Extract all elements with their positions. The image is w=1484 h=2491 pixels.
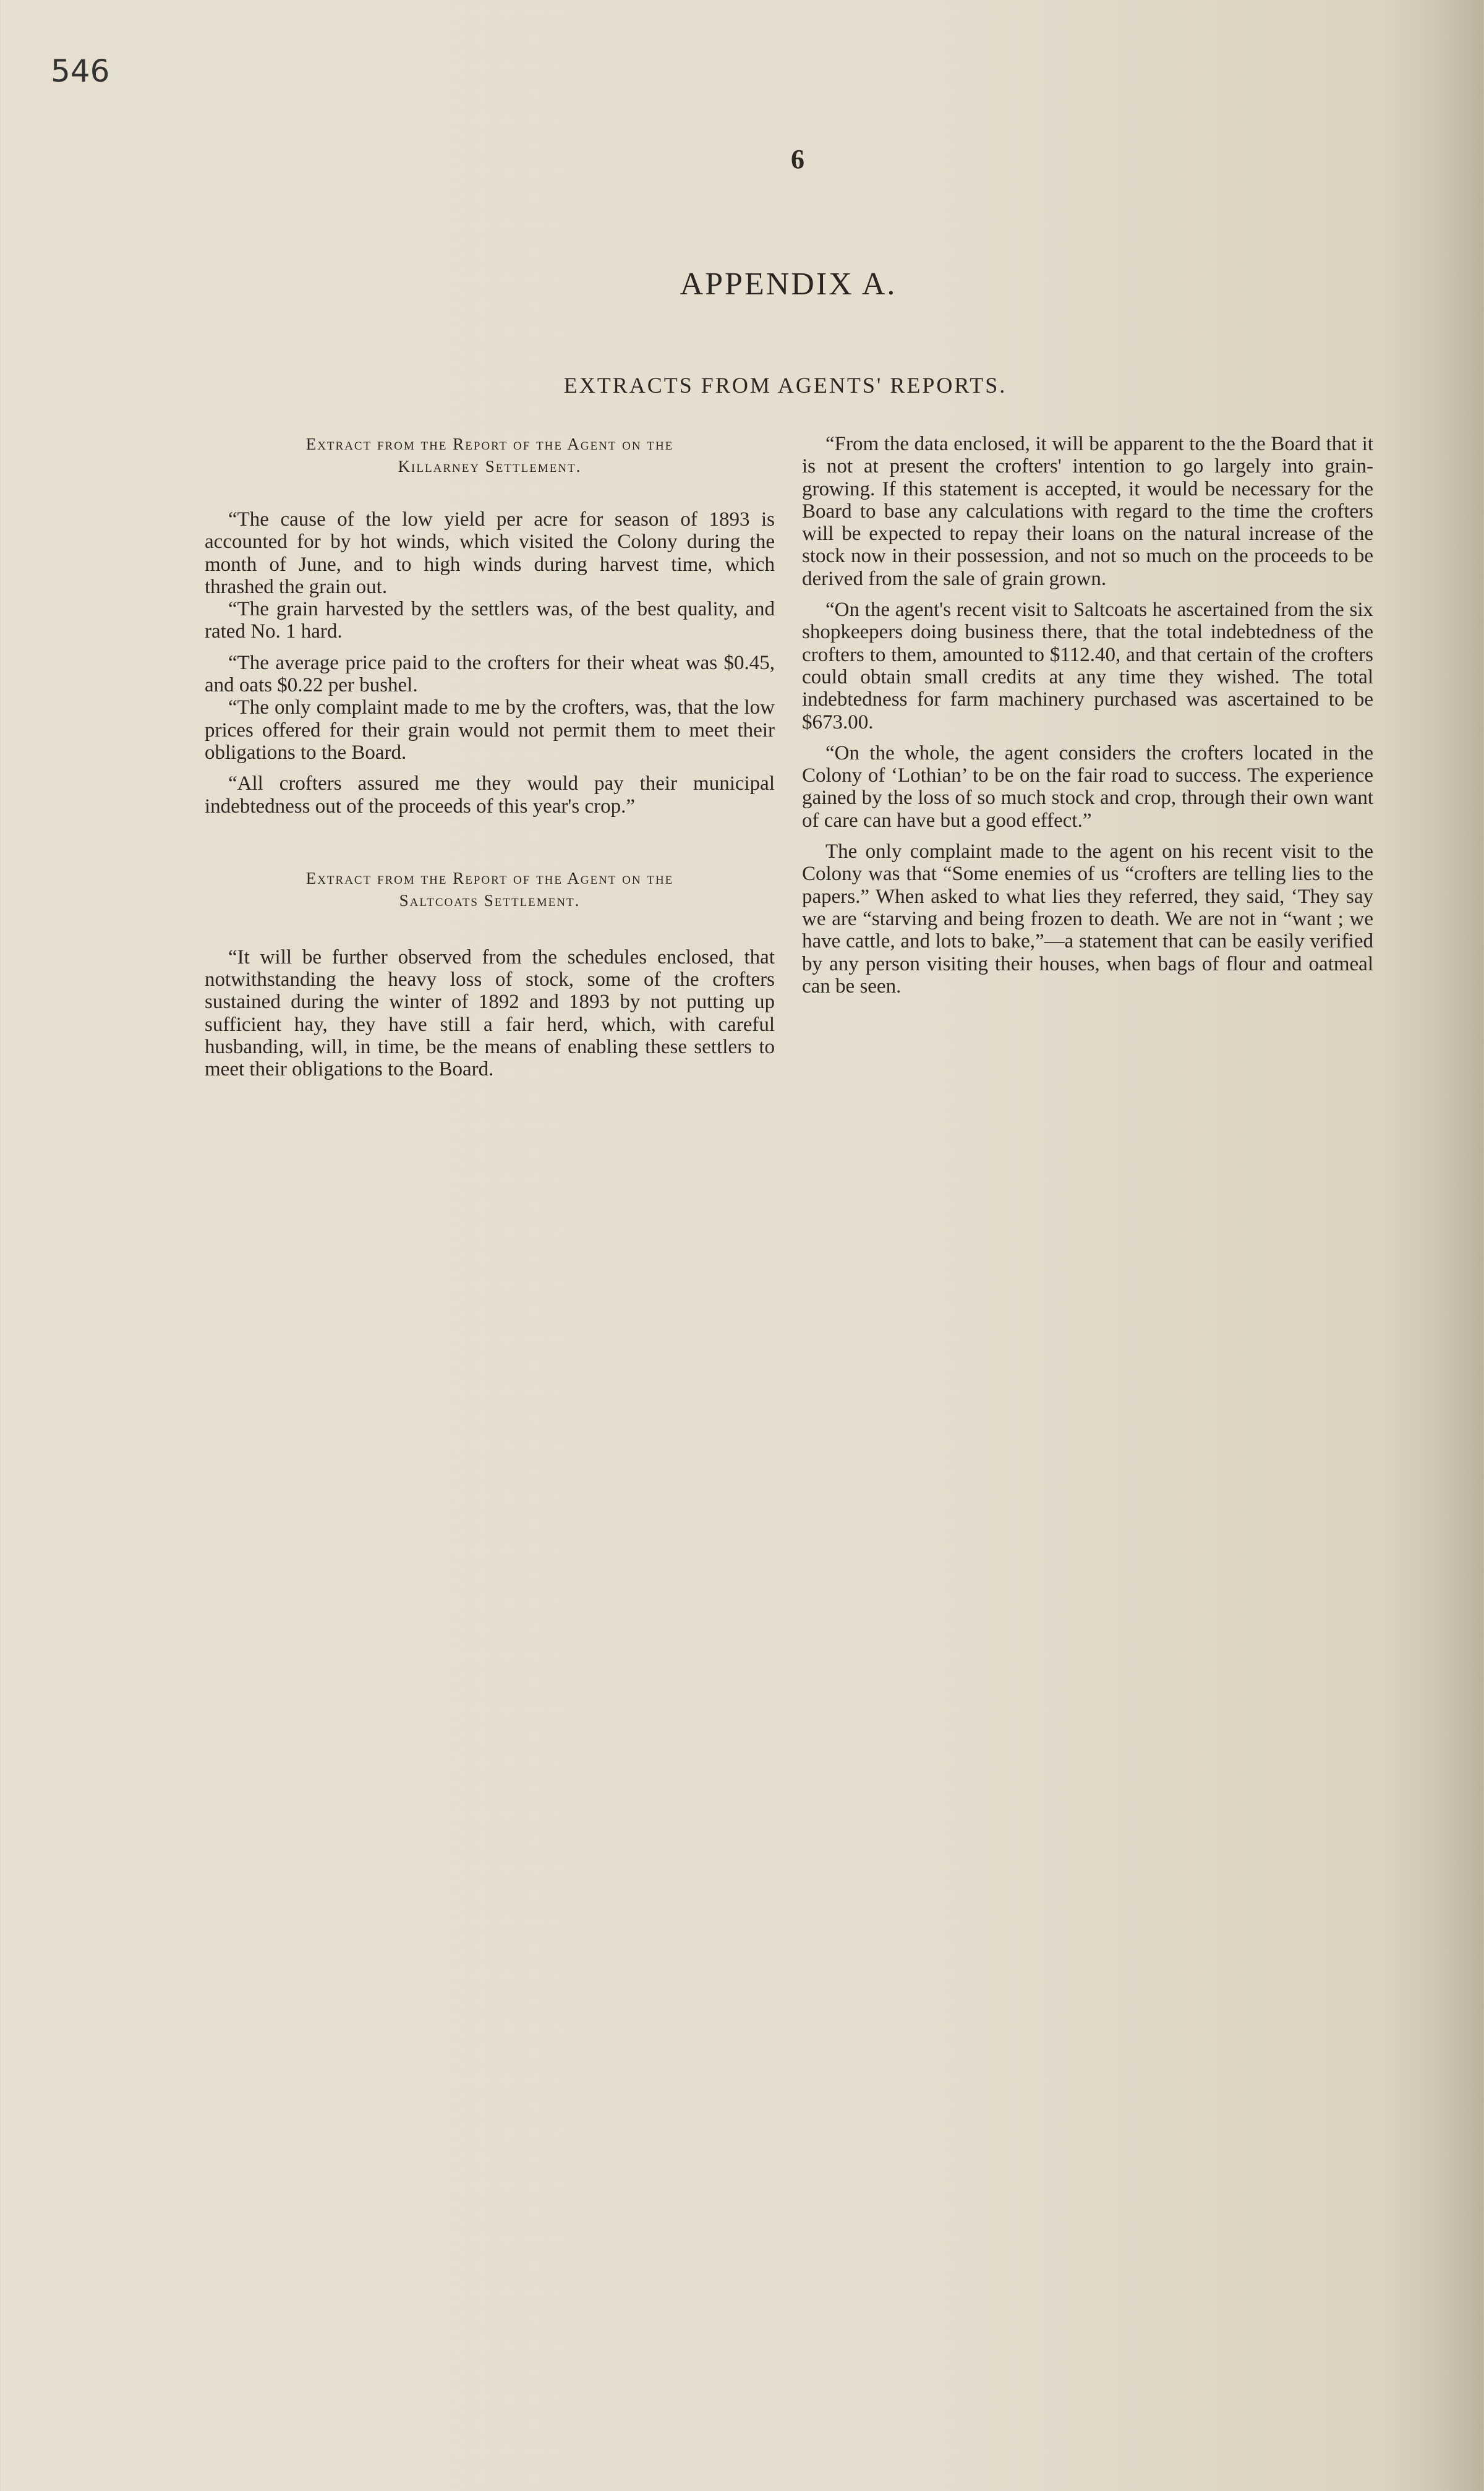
right-column (802, 433, 1373, 998)
paragraph: “The only complaint made to me by the crofters, was, that the low prices offered for their grain would not permit them to meet their obligations to the Board. (205, 696, 775, 764)
section-heading-line: Extract from the Report of the Agent on the (305, 435, 674, 453)
section-heading-killarney (205, 433, 775, 477)
paragraph: “The average price paid to the crofters for their wheat was $0.45, and oats $0.22 per bushel. (205, 651, 775, 697)
section-heading-line: Killarney Settlement. (398, 457, 582, 476)
section-heading-line: Saltcoats Settlement. (399, 891, 581, 910)
left-column (205, 433, 775, 1081)
appendix-title: APPENDIX A. (680, 267, 897, 302)
paragraph: “The cause of the low yield per acre for season of 1893 is accounted for by hot winds, which visited the Colony during the month of June, and to high winds during harvest time, which thrashed the grain out. (205, 508, 775, 598)
folio: 6 (791, 144, 804, 174)
page-subtitle: EXTRACTS FROM AGENTS' REPORTS. (563, 373, 1007, 398)
paragraph: “On the whole, the agent considers the crofters located in the Colony of ‘Lothian’ to be on the fair road to success. The experience gained by the loss of so much stock and crop, through their own want of care can have but a good effect.” (802, 741, 1373, 832)
page-number: 546 (51, 53, 110, 89)
paragraph: “From the data enclosed, it will be apparent to the the Board that it is not at present the crofters' intention to go largely into grain-growing. If this statement is accepted, it would be necessary for the Board to base any calculations with regard to the time the crofters will be expected to repay their loans on the natural increase of the stock now in their possession, and not so much on the proceeds to be derived from the sale of grain grown. (802, 433, 1373, 590)
section-heading-saltcoats (205, 867, 775, 912)
paragraph: “The grain harvested by the settlers was, of the best quality, and rated No. 1 hard. (205, 598, 775, 643)
section-heading-line: Extract from the Report of the Agent on the (305, 868, 674, 887)
paragraph: “All crofters assured me they would pay their municipal indebtedness out of the proceeds of this year's crop.” (205, 772, 775, 818)
paragraph: “It will be further observed from the schedules enclosed, that notwithstanding the heavy loss of stock, some of the crofters sustained during the winter of 1892 and 1893 by not putting up sufficient hay, they have still a fair herd, which, with careful husbanding, will, in time, be the means of enabling these settlers to meet their obligations to the Board. (205, 946, 775, 1081)
paragraph: The only complaint made to the agent on his recent visit to the Colony was that “Some enemies of us “crofters are telling lies to the papers.” When asked to what lies they referred, they said, ‘They say we are “starving and being frozen to death. We are not in “want ; we have cattle, and lots to bake,”—a statement that can be easily verified by any person visiting their houses, when bags of flour and oatmeal can be seen. (802, 840, 1373, 998)
paragraph: “On the agent's recent visit to Saltcoats he ascertained from the six shopkeepers doing business there, that the total indebtedness of the crofters to them, amounted to $112.40, and that certain of the crofters could obtain small credits at any time they wished. The total indebtedness for farm machinery purchased was ascertained to be $673.00. (802, 599, 1373, 733)
